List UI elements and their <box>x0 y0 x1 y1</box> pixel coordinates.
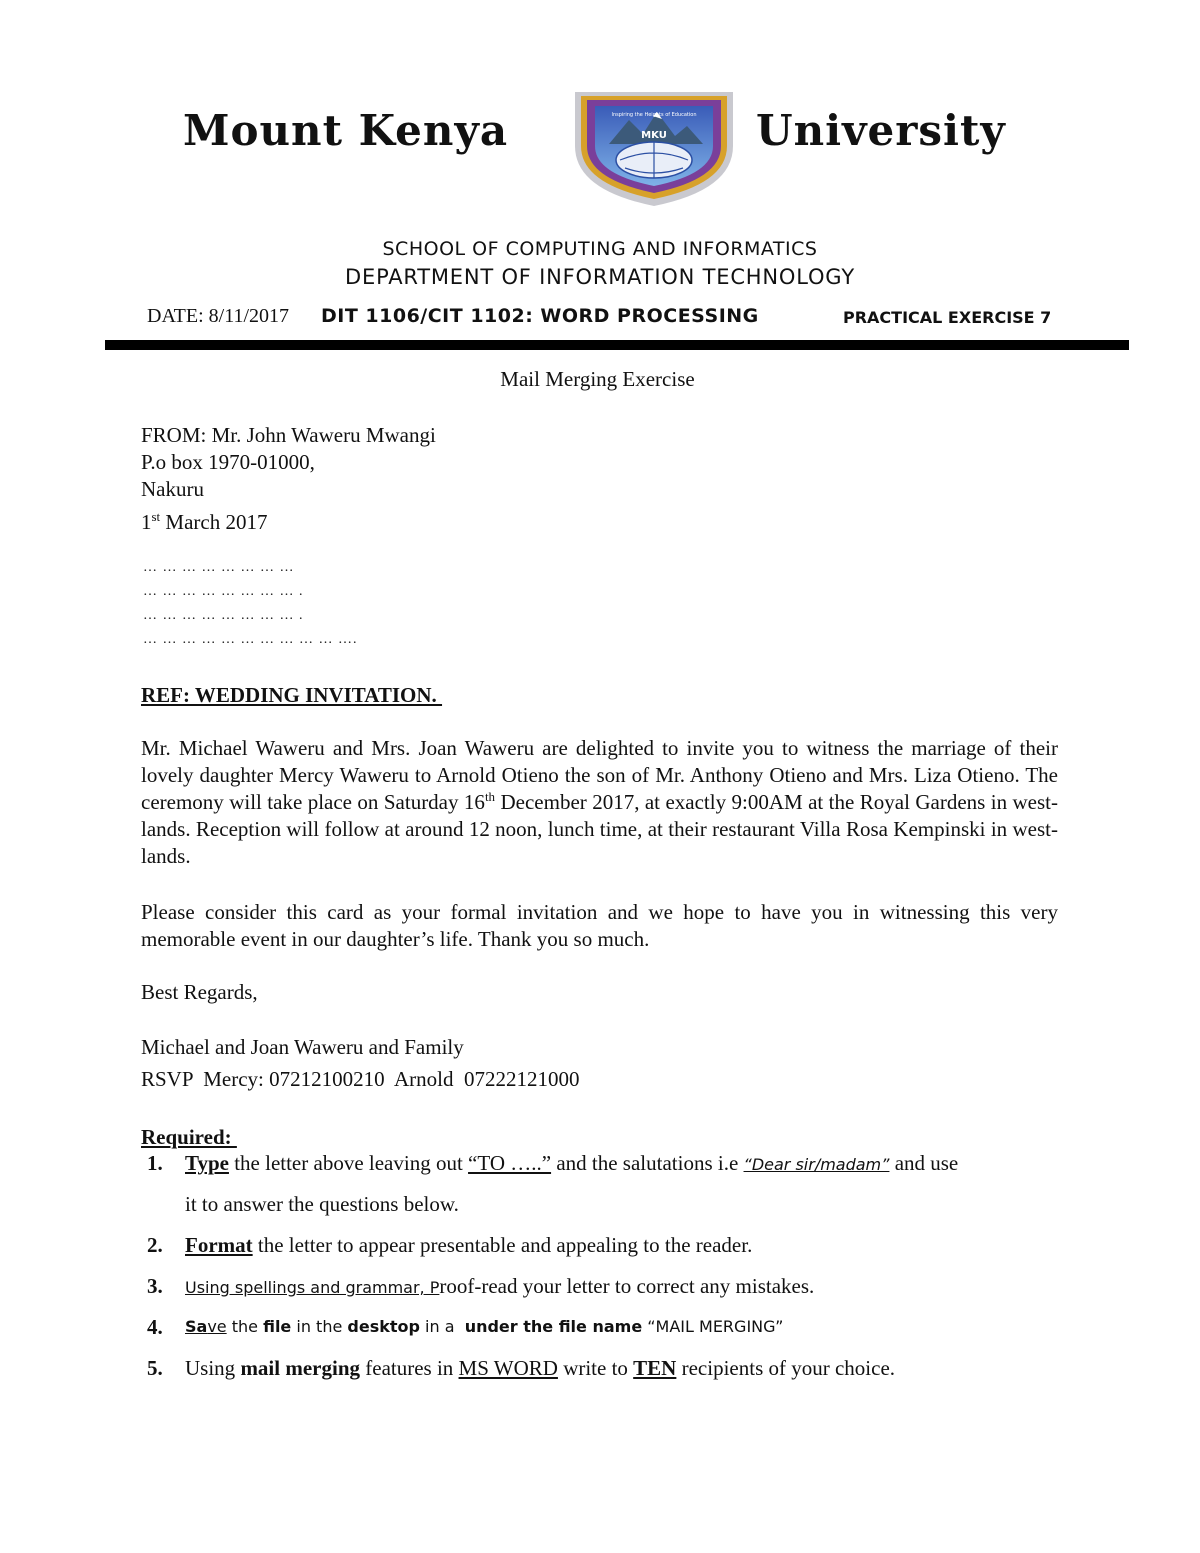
address-placeholder-line: … … … … … … … … … … …. <box>143 632 358 647</box>
formal-invitation-paragraph: Please consider this card as your formal invitation and we hope to have you in witnessing this very memorable event in our daughter’s life. Thank you so much. <box>141 900 1058 951</box>
header-divider <box>105 340 1129 350</box>
practical-number: PRACTICAL EXERCISE 7 <box>843 308 1052 327</box>
address-placeholder-line: … … … … … … … … . <box>143 608 304 623</box>
university-name-left: Mount Kenya <box>183 106 509 155</box>
crest-motto: Inspiring the Heights of Education <box>611 112 697 118</box>
rsvp-line: RSVP Mercy: 07212100210 Arnold 07222121000 <box>141 1067 580 1091</box>
from-box-line: P.o box 1970-01000, <box>141 450 315 474</box>
address-placeholder-line: … … … … … … … … <box>143 560 295 575</box>
exercise-date: DATE: 8/11/2017 <box>147 305 290 327</box>
signature-line: Michael and Joan Waweru and Family <box>141 1035 464 1059</box>
required-heading: Required: <box>141 1125 237 1149</box>
reference-line: REF: WEDDING INVITATION. <box>141 683 443 707</box>
letter-date: 1st March 2017 <box>141 509 268 534</box>
exercise-title: Mail Merging Exercise <box>500 367 695 391</box>
crest-initials: MKU <box>641 130 667 141</box>
department-name: DEPARTMENT OF INFORMATION TECHNOLOGY <box>345 265 855 289</box>
closing-line: Best Regards, <box>141 980 258 1004</box>
university-name-right: University <box>756 106 1006 155</box>
course-title: DIT 1106/CIT 1102: WORD PROCESSING <box>321 305 759 327</box>
from-line: FROM: Mr. John Waweru Mwangi <box>141 423 436 447</box>
university-crest-logo <box>565 86 743 210</box>
from-town-line: Nakuru <box>141 477 204 501</box>
invitation-paragraph: Mr. Michael Waweru and Mrs. Joan Waweru are delighted to invite you to witness the marriage of their lovely daughter Mercy Waweru to Arnold Otieno the son of Mr. Anthony Otieno and Mrs. Liza Otieno. The ceremony will take place on Saturday 16th December 2017, at exactly 9:00AM at the Royal Gardens in west-lands. Reception will follow at around 12 noon, lunch time, at their restaurant Villa Rosa Kempinski in west-lands. <box>141 736 1058 868</box>
school-name: SCHOOL OF COMPUTING AND INFORMATICS <box>382 238 818 260</box>
address-placeholder-line: … … … … … … … … . <box>143 584 304 599</box>
